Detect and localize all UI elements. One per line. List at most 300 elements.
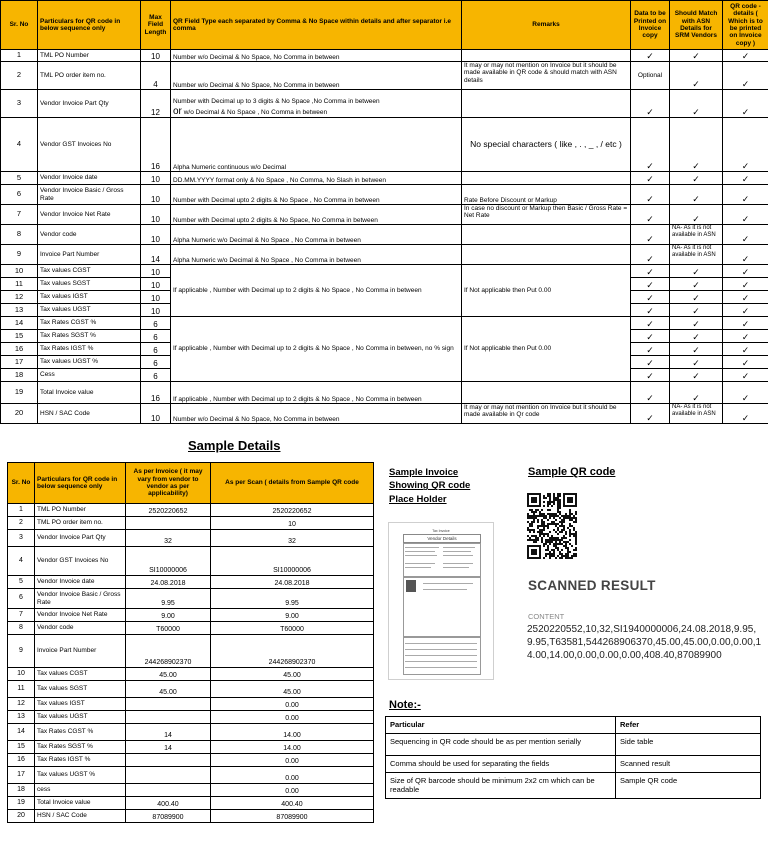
particular: Vendor Invoice date (35, 576, 126, 589)
remarks: If Not applicable then Put 0.00 (462, 317, 631, 382)
table-row (1, 172, 768, 185)
remarks: In case no discount or Markup then Basic / Gross Rate = Net Rate (462, 205, 631, 225)
check-icon: ✓ (670, 278, 723, 291)
table-row (8, 797, 374, 810)
field-type: Number w/o Decimal & No Space, No Comma in between (171, 50, 462, 62)
particular: TML PO Number (35, 504, 126, 517)
col-match-asn: Should Match with ASN Details for SRM Vendors (670, 1, 723, 50)
table-row (8, 589, 374, 609)
particular: Vendor Invoice Basic / Gross Rate (35, 589, 126, 609)
max-length: 10 (141, 50, 171, 62)
content-label: CONTENT (528, 612, 565, 621)
table-row (386, 733, 761, 755)
sr-no: 3 (8, 530, 35, 547)
col-field-type: QR Field Type each separated by Comma & No Space within details and after separator i.e comma (171, 1, 462, 50)
invoice-body-block (403, 577, 481, 637)
field-type-line-1: Number with Decimal up to 3 digits & No Space ,No Comma in between (173, 98, 380, 106)
max-length: 10 (141, 404, 171, 424)
table-row (386, 772, 761, 799)
scan-value: 0.00 (211, 698, 374, 711)
check-icon: ✓ (723, 343, 768, 356)
max-length: 16 (141, 382, 171, 404)
table-row (1, 245, 768, 265)
optional-label: Optional (631, 62, 670, 90)
check-icon: ✓ (723, 90, 768, 118)
text-line (443, 567, 469, 568)
sr-no: 9 (1, 245, 38, 265)
check-icon: ✓ (631, 90, 670, 118)
text-line (405, 563, 435, 564)
sample-details-title: Sample Details (188, 438, 281, 453)
check-icon: ✓ (631, 245, 670, 265)
table-row (8, 635, 374, 668)
text-line (405, 649, 477, 650)
check-icon: ✓ (631, 330, 670, 343)
field-type (171, 90, 462, 118)
col-remarks: Remarks (462, 1, 631, 50)
sr-no: 14 (8, 724, 35, 741)
max-length: 10 (141, 291, 171, 304)
table-row (8, 741, 374, 754)
particular: Vendor code (38, 225, 141, 245)
check-icon: ✓ (631, 265, 670, 278)
check-icon: ✓ (723, 118, 768, 172)
col-as-per-invoice: As per Invoice ( it may vary from vendor to vendor as per applicability) (126, 463, 211, 504)
sr-no: 2 (8, 517, 35, 530)
check-icon: ✓ (723, 404, 768, 424)
table-row (8, 517, 374, 530)
sr-no: 14 (1, 317, 38, 330)
scan-value: 0.00 (211, 754, 374, 767)
check-icon: ✓ (631, 205, 670, 225)
col-particulars: Particulars for QR code in below sequence only (38, 1, 141, 50)
check-icon: ✓ (670, 50, 723, 62)
field-type: Alpha Numeric continuous w/o Decimal (171, 118, 462, 172)
sr-no: 4 (8, 547, 35, 576)
note-particular: Comma should be used for separating the fields (386, 755, 616, 772)
table-row (8, 810, 374, 823)
text-line (405, 655, 477, 656)
particular: HSN / SAC Code (38, 404, 141, 424)
scan-value: T60000 (211, 622, 374, 635)
field-type-line-2 (173, 106, 459, 118)
sr-no: 1 (8, 504, 35, 517)
sr-no: 8 (1, 225, 38, 245)
check-icon: ✓ (670, 317, 723, 330)
sr-no: 7 (1, 205, 38, 225)
max-length: 14 (141, 245, 171, 265)
check-icon: ✓ (723, 62, 768, 90)
text-line (405, 555, 437, 556)
check-icon: ✓ (723, 172, 768, 185)
text-line (405, 667, 477, 668)
sr-no: 17 (1, 356, 38, 369)
particular: Vendor code (35, 622, 126, 635)
text-line (443, 551, 471, 552)
check-icon: ✓ (723, 356, 768, 369)
invoice-value (126, 698, 211, 711)
invoice-value: 32 (126, 530, 211, 547)
remarks (462, 245, 631, 265)
col-as-per-scan: As per Scan ( details from Sample QR code (211, 463, 374, 504)
sr-no: 15 (1, 330, 38, 343)
check-icon: ✓ (631, 291, 670, 304)
check-icon: ✓ (670, 343, 723, 356)
sr-no: 19 (8, 797, 35, 810)
check-icon: ✓ (723, 291, 768, 304)
particular: Tax Rates IGST % (38, 343, 141, 356)
invoice-header-text: Tax Invoice (432, 529, 450, 533)
na-label: NA- As it is not available in ASN (670, 245, 723, 265)
particular: Cess (38, 369, 141, 382)
table-row (1, 90, 768, 118)
sr-no: 2 (1, 62, 38, 90)
particular: Total Invoice value (38, 382, 141, 404)
table-row (1, 185, 768, 205)
field-type: If applicable , Number with Decimal up to 2 digits & No Space , No Comma in between, no % sign (171, 317, 462, 382)
sample-details-table (7, 462, 374, 823)
sr-no: 7 (8, 609, 35, 622)
table-row (8, 668, 374, 681)
text-line (443, 563, 473, 564)
scan-value: 87089900 (211, 810, 374, 823)
max-length: 4 (141, 62, 171, 90)
text-line (405, 551, 435, 552)
text-line (405, 547, 439, 548)
check-icon: ✓ (723, 278, 768, 291)
particular: Tax values CGST (38, 265, 141, 278)
scan-value: 9.00 (211, 609, 374, 622)
text-line (405, 567, 431, 568)
table-row (8, 609, 374, 622)
table-row (1, 265, 768, 278)
particular: Tax Rates CGST % (38, 317, 141, 330)
check-icon: ✓ (670, 330, 723, 343)
remarks: If Not applicable then Put 0.00 (462, 265, 631, 317)
scan-value: 10 (211, 517, 374, 530)
sr-no: 15 (8, 741, 35, 754)
particular: Tax values SGST (35, 681, 126, 698)
check-icon: ✓ (723, 205, 768, 225)
table-row (1, 205, 768, 225)
col-refer: Refer (616, 717, 761, 734)
particular: Vendor GST Invoices No (35, 547, 126, 576)
scan-value: 0.00 (211, 767, 374, 784)
scan-value: 14.00 (211, 741, 374, 754)
particular: Invoice Part Number (38, 245, 141, 265)
table-row (1, 62, 768, 90)
sr-no: 18 (8, 784, 35, 797)
check-icon: ✓ (631, 356, 670, 369)
check-icon: ✓ (670, 291, 723, 304)
remarks (462, 50, 631, 62)
check-icon: ✓ (723, 330, 768, 343)
invoice-value (126, 784, 211, 797)
max-length: 6 (141, 330, 171, 343)
field-type: Number w/o Decimal & No Space, No Comma in between (171, 404, 462, 424)
scan-value: 14.00 (211, 724, 374, 741)
sample-qr-title: Sample QR code (528, 466, 616, 478)
check-icon: ✓ (723, 304, 768, 317)
check-icon: ✓ (723, 265, 768, 278)
table-row (1, 404, 768, 424)
note-particular: Sequencing in QR code should be as per mention serially (386, 733, 616, 755)
particular: Vendor Invoice Part Qty (38, 90, 141, 118)
max-length: 10 (141, 278, 171, 291)
max-length: 16 (141, 118, 171, 172)
col-sr-no: Sr. No (1, 1, 38, 50)
field-type: If applicable , Number with Decimal up to 2 digits & No Space , No Comma in between (171, 382, 462, 404)
invoice-value (126, 754, 211, 767)
invoice-value: 14 (126, 741, 211, 754)
table-row (8, 622, 374, 635)
check-icon: ✓ (631, 172, 670, 185)
particular: TML PO order item no. (35, 517, 126, 530)
scan-value: 45.00 (211, 668, 374, 681)
invoice-value: 24.08.2018 (126, 576, 211, 589)
sr-no: 18 (1, 369, 38, 382)
table-row (8, 711, 374, 724)
col-max-length: Max Field Length (141, 1, 171, 50)
sr-no: 8 (8, 622, 35, 635)
max-length: 12 (141, 90, 171, 118)
max-length: 6 (141, 343, 171, 356)
particular: Tax values CGST (35, 668, 126, 681)
field-type: Alpha Numeric w/o Decimal & No Space , No Comma in between (171, 225, 462, 245)
scan-value: 45.00 (211, 681, 374, 698)
check-icon: ✓ (631, 118, 670, 172)
particular: Vendor Invoice Net Rate (38, 205, 141, 225)
sr-no: 19 (1, 382, 38, 404)
particular: Tax values IGST (38, 291, 141, 304)
field-type-alt: w/o Decimal & No Space , No Comma in between (181, 108, 328, 116)
check-icon: ✓ (723, 185, 768, 205)
sr-no: 6 (1, 185, 38, 205)
invoice-value: 244268902370 (126, 635, 211, 668)
sample-header-row (8, 463, 374, 504)
particular: Total Invoice value (35, 797, 126, 810)
scan-value: 9.95 (211, 589, 374, 609)
vendor-details-box: Vendor Details (403, 534, 481, 543)
invoice-value (126, 767, 211, 784)
check-icon: ✓ (631, 225, 670, 245)
scan-value: 0.00 (211, 711, 374, 724)
na-label: NA- As it is not available in ASN (670, 404, 723, 424)
max-length: 10 (141, 225, 171, 245)
check-icon: ✓ (631, 278, 670, 291)
table-row (8, 724, 374, 741)
sr-no: 16 (1, 343, 38, 356)
spec-header-row (1, 1, 768, 50)
note-refer: Sample QR code (616, 772, 761, 799)
check-icon: ✓ (723, 317, 768, 330)
check-icon: ✓ (631, 185, 670, 205)
na-label: NA- As it is not available in ASN (670, 225, 723, 245)
sr-no: 16 (8, 754, 35, 767)
invoice-value: 9.95 (126, 589, 211, 609)
table-row (8, 547, 374, 576)
sr-no: 20 (8, 810, 35, 823)
table-row (8, 767, 374, 784)
invoice-value: 14 (126, 724, 211, 741)
sample-invoice-title: Sample Invoice Showing QR code Place Holder (389, 467, 471, 505)
sr-no: 9 (8, 635, 35, 668)
sample-invoice-image (388, 522, 494, 680)
invoice-value: SI10000006 (126, 547, 211, 576)
check-icon: ✓ (723, 245, 768, 265)
col-particulars: Particulars for QR code in below sequence only (35, 463, 126, 504)
check-icon: ✓ (631, 304, 670, 317)
invoice-value: T60000 (126, 622, 211, 635)
check-icon: ✓ (670, 265, 723, 278)
particular: Vendor Invoice date (38, 172, 141, 185)
col-sr-no: Sr. No (8, 463, 35, 504)
particular: TML PO Number (38, 50, 141, 62)
note-refer: Scanned result (616, 755, 761, 772)
remarks (462, 172, 631, 185)
max-length: 10 (141, 265, 171, 278)
text-line (423, 583, 473, 584)
text-line (423, 589, 467, 590)
particular: Vendor Invoice Part Qty (35, 530, 126, 547)
remarks (462, 225, 631, 245)
scan-value: 32 (211, 530, 374, 547)
check-icon: ✓ (670, 118, 723, 172)
check-icon: ✓ (631, 317, 670, 330)
col-particular: Particular (386, 717, 616, 734)
max-length: 6 (141, 369, 171, 382)
check-icon: ✓ (723, 50, 768, 62)
particular: Vendor Invoice Net Rate (35, 609, 126, 622)
invoice-value (126, 517, 211, 530)
table-row (8, 784, 374, 797)
scan-value: 24.08.2018 (211, 576, 374, 589)
remarks: It may or may not mention on Invoice but it should be made available in QR code & should match with ASN details (462, 62, 631, 90)
scan-value: 2520220652 (211, 504, 374, 517)
sr-no: 11 (1, 278, 38, 291)
sr-no: 3 (1, 90, 38, 118)
field-type: If applicable , Number with Decimal up to 2 digits & No Space , No Comma in between (171, 265, 462, 317)
check-icon: ✓ (670, 62, 723, 90)
check-icon: ✓ (723, 225, 768, 245)
col-qr-details: QR code - details ( Which is to be printed on Invoice copy ) (723, 1, 768, 50)
field-type: DD.MM.YYYY format only & No Space , No Comma, No Slash in between (171, 172, 462, 185)
text-line (443, 555, 473, 556)
qr-spec-table (0, 0, 768, 424)
table-row (8, 576, 374, 589)
table-row (1, 317, 768, 330)
particular: Tax Rates IGST % (35, 754, 126, 767)
max-length: 6 (141, 317, 171, 330)
sr-no: 1 (1, 50, 38, 62)
check-icon: ✓ (723, 382, 768, 404)
check-icon: ✓ (631, 369, 670, 382)
particular: Vendor Invoice Basic / Gross Rate (38, 185, 141, 205)
remarks: No special characters ( like , . , _ , / etc ) (462, 118, 631, 172)
field-type: Number with Decimal upto 2 digits & No Space, No Comma in between (171, 205, 462, 225)
sr-no: 10 (1, 265, 38, 278)
scan-value: 0.00 (211, 784, 374, 797)
check-icon: ✓ (670, 382, 723, 404)
remarks: Rate Before Discount or Markup (462, 185, 631, 205)
sr-no: 12 (1, 291, 38, 304)
scanned-content: 2520220552,10,32,SI1940000006,24.08.2018,9.95,9.95,T63581,544268906370,45.00,45.00,0.00,0.00,14.00,14.00,0.00,0.00,0.00,408.40,87089900 (527, 624, 762, 661)
note-header-row (386, 717, 761, 734)
particular: HSN / SAC Code (35, 810, 126, 823)
particular: Tax values SGST (38, 278, 141, 291)
check-icon: ✓ (670, 90, 723, 118)
particular: Tax values UGST (35, 711, 126, 724)
particular: Vendor GST Invoices No (38, 118, 141, 172)
check-icon: ✓ (631, 343, 670, 356)
scan-value: SI10000006 (211, 547, 374, 576)
max-length: 10 (141, 205, 171, 225)
invoice-value: 87089900 (126, 810, 211, 823)
scan-value: 400.40 (211, 797, 374, 810)
note-refer: Side table (616, 733, 761, 755)
qr-code-icon (527, 493, 577, 559)
sr-no: 20 (1, 404, 38, 424)
remarks (462, 90, 631, 118)
check-icon: ✓ (670, 205, 723, 225)
table-row (8, 681, 374, 698)
check-icon: ✓ (670, 172, 723, 185)
table-row (1, 225, 768, 245)
check-icon: ✓ (670, 185, 723, 205)
remarks (462, 382, 631, 404)
sr-no: 4 (1, 118, 38, 172)
table-row (1, 382, 768, 404)
particular: TML PO order item no. (38, 62, 141, 90)
text-line (405, 643, 477, 644)
max-length: 10 (141, 172, 171, 185)
invoice-value: 2520220652 (126, 504, 211, 517)
check-icon: ✓ (631, 382, 670, 404)
check-icon: ✓ (631, 404, 670, 424)
check-icon: ✓ (723, 369, 768, 382)
or-word: or (173, 105, 182, 117)
note-table (385, 716, 761, 799)
max-length: 6 (141, 356, 171, 369)
max-length: 10 (141, 185, 171, 205)
sr-no: 10 (8, 668, 35, 681)
note-particular: Size of QR barcode should be minimum 2x2 cm which can be readable (386, 772, 616, 799)
invoice-value: 45.00 (126, 668, 211, 681)
invoice-value: 9.00 (126, 609, 211, 622)
particular: Tax values UGST % (38, 356, 141, 369)
field-type: Number w/o Decimal & No Space, No Comma in between (171, 62, 462, 90)
scan-value: 244268902370 (211, 635, 374, 668)
sr-no: 17 (8, 767, 35, 784)
sr-no: 13 (8, 711, 35, 724)
sr-no: 11 (8, 681, 35, 698)
check-icon: ✓ (631, 50, 670, 62)
table-row (8, 504, 374, 517)
table-row (386, 755, 761, 772)
table-row (8, 754, 374, 767)
max-length: 10 (141, 304, 171, 317)
remarks: It may or may not mention on Invoice but it should be made available in Qr code (462, 404, 631, 424)
particular: Tax Rates SGST % (38, 330, 141, 343)
sr-no: 5 (1, 172, 38, 185)
text-line (405, 661, 477, 662)
sr-no: 6 (8, 589, 35, 609)
particular: Tax Rates SGST % (35, 741, 126, 754)
table-row (8, 530, 374, 547)
sr-no: 5 (8, 576, 35, 589)
check-icon: ✓ (670, 304, 723, 317)
particular: Invoice Part Number (35, 635, 126, 668)
